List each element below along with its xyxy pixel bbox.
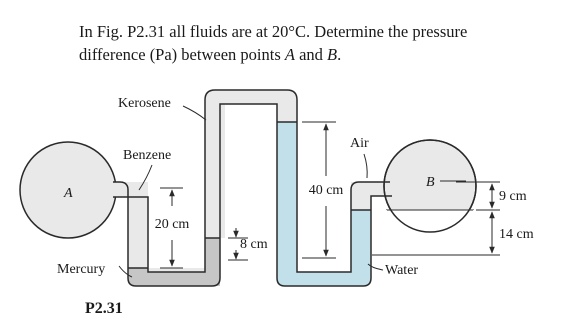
label-kerosene: Kerosene (118, 96, 171, 111)
tube-outline (113, 90, 392, 286)
dimension-14cm-label: 14 cm (499, 227, 534, 242)
dimension-40cm-label: 40 cm (308, 183, 344, 198)
dimension-9cm-label: 9 cm (499, 189, 527, 204)
problem-line-2-prefix: difference (Pa) between points (79, 45, 285, 64)
problem-line-2-suffix: . (337, 45, 342, 64)
label-benzene: Benzene (123, 148, 172, 163)
dimension-8cm-label: 8 cm (240, 237, 268, 252)
label-mercury: Mercury (57, 262, 106, 277)
label-tank-b: B (426, 175, 435, 190)
benzene-fill (113, 182, 148, 268)
label-air: Air (350, 136, 369, 151)
point-a-ref: A (284, 45, 295, 64)
label-tank-a: A (64, 186, 73, 201)
dimension-20cm-label: 20 cm (154, 217, 190, 232)
problem-line-1: In Fig. P2.31 all fluids are at 20°C. Determine the pressure (79, 22, 468, 41)
label-water: Water (385, 263, 419, 278)
problem-line-2-middle: and (294, 45, 328, 64)
figure-label: P2.31 (85, 300, 123, 317)
point-b-ref: B (327, 45, 338, 64)
